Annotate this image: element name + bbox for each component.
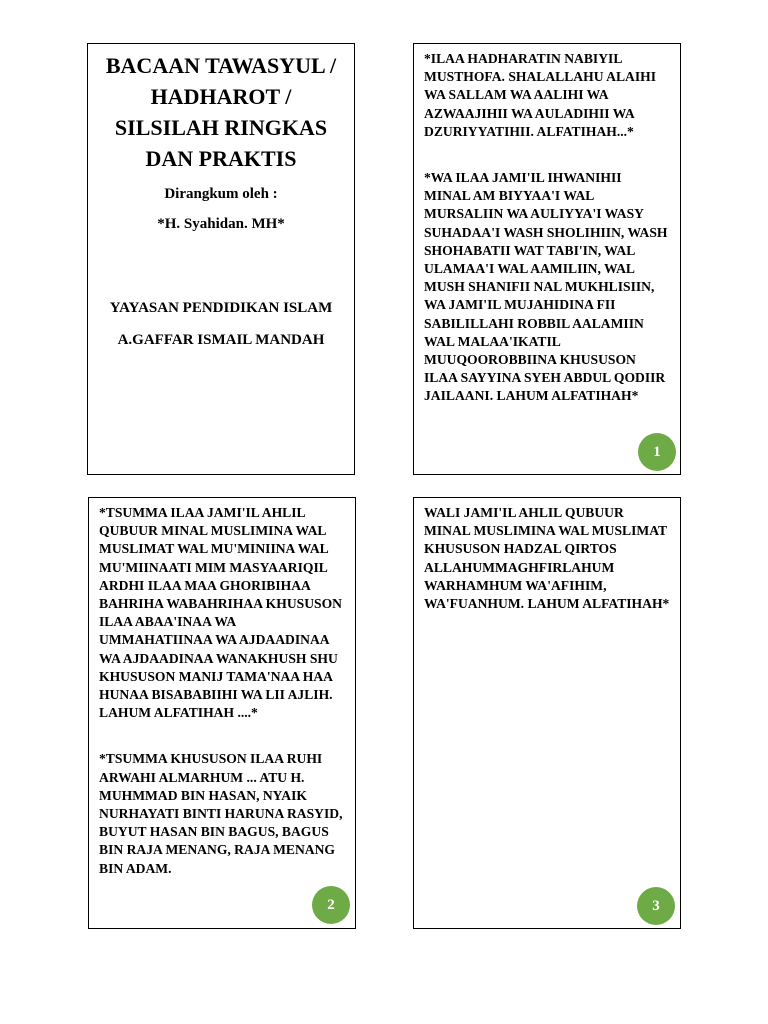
- page-card-1: [413, 43, 681, 475]
- organization-line-1: YAYASAN PENDIDIKAN ISLAM: [109, 300, 333, 316]
- page-number-badge: 3: [637, 887, 675, 925]
- organization-line-2: A.GAFFAR ISMAIL MANDAH: [117, 332, 325, 348]
- page-2-paragraph-2: *TSUMMA KHUSUSON ILAA RUHI ARWAHI ALMARHUM ... ATU H. MUHMMAD BIN HASAN, NYAIK NURHAYATI BINTI HARUNA RASYID, BUYUT HASAN BIN BAGUS, BAGUS BIN RAJA MENANG, RAJA MENANG BIN ADAM.: [99, 751, 343, 876]
- cover-card: [87, 43, 355, 475]
- page-1-paragraph-1: *ILAA HADHARATIN NABIYIL MUSTHOFA. SHALALLAHU ALAIHI WA SALLAM WA AALIHI WA AZWAAJIHII WA AULADIHII WA DZURIYYATIHII. ALFATIHAH...*: [424, 51, 657, 139]
- page-number-badge: 2: [312, 886, 350, 924]
- cover-title: BACAAN TAWASYUL / HADHAROT / SILSILAH RINGKAS DAN PRAKTIS: [105, 53, 337, 171]
- page-1-paragraph-2: *WA ILAA JAMI'IL IHWANIHII MINAL AM BIYYAA'I WAL MURSALIIN WA AULIYYA'I WASY SUHADAA'I WASH SHOLIHIIN, WASH SHOHABATII WAT TABI'IN, WAL ULAMAA'I WAL AAMILIIN, WAL MUSH SHANIFII NAL MUKHLISIIN, WA JAMI'IL MUJAHIDINA FII SABILILLAHI ROBBIL AALAMIIN WAL MALAA'IKATIL MUUQOOROBBIINA KHUSUSON ILAA SAYYINA SYEH ABDUL QODIIR JAILAANI. LAHUM ALFATIHAH*: [424, 170, 668, 404]
- page-3-paragraph-1: WALI JAMI'IL AHLIL QUBUUR MINAL MUSLIMINA WAL MUSLIMAT KHUSUSON HADZAL QIRTOS ALLAHUMMAGHFIRLAHUM WARHAMHUM WA'AFIHIM, WA'FUANHUM. LAHUM ALFATIHAH*: [424, 505, 670, 612]
- page-card-3: [413, 497, 681, 929]
- compiled-by-label: Dirangkum oleh :: [164, 186, 278, 202]
- author-name: *H. Syahidan. MH*: [157, 216, 285, 232]
- page-number-badge: 1: [638, 433, 676, 471]
- page-2-paragraph-1: *TSUMMA ILAA JAMI'IL AHLIL QUBUUR MINAL MUSLIMINA WAL MUSLIMAT WAL MU'MINIINA WAL MU'MIINAATI MIM MASYAARIQIL ARDHI ILAA MAA GHORIBIHAA BAHRIHA WABAHRIHAA KHUSUSON ILAA ABAA'INAA WA UMMAHATIINAA WA AJDAADINAA WA AJDAADINAA WANAKHUSH SHU KHUSUSON MANIJ TAMA'NAA HAA HUNAA BISABABIIHI WA LII AJLIH. LAHUM ALFATIHAH ....*: [99, 505, 342, 721]
- page-card-2: [88, 497, 356, 929]
